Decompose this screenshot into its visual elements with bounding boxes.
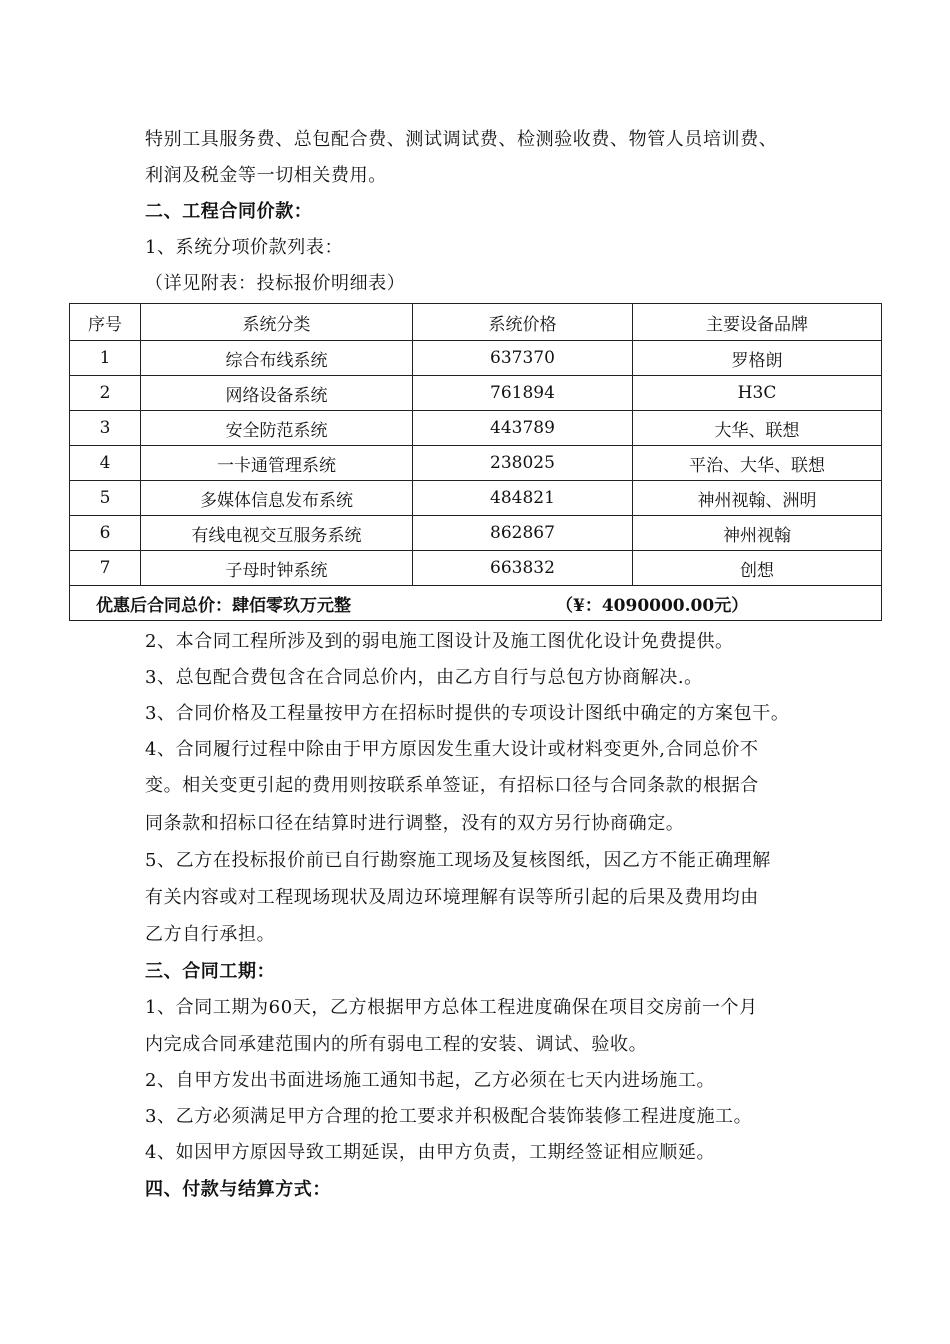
system-price: 637370 [413, 341, 633, 376]
body-text-line: 2、自甲方发出书面进场施工通知书起，乙方必须在七天内进场施工。 [145, 1070, 716, 1091]
system-price: 484821 [413, 481, 633, 516]
body-text-line: 内完成合同承建范围内的所有弱电工程的安装、调试、验收。 [145, 1034, 648, 1055]
equipment-brand: 大华、联想 [633, 411, 882, 446]
row-number: 3 [70, 411, 141, 446]
system-name: 有线电视交互服务系统 [141, 516, 413, 551]
body-text-line: 1、合同工期为60天，乙方根据甲方总体工程进度确保在项目交房前一个月 [145, 997, 758, 1018]
body-text-line: 3、乙方必须满足甲方合理的抢工要求并积极配合装饰装修工程进度施工。 [145, 1106, 753, 1127]
row-number: 6 [70, 516, 141, 551]
system-name: 子母时钟系统 [141, 551, 413, 586]
table-row [70, 341, 882, 376]
row-number: 2 [70, 376, 141, 411]
row-number: 7 [70, 551, 141, 586]
table-row [70, 446, 882, 481]
system-price: 761894 [413, 376, 633, 411]
table-row [70, 411, 882, 446]
body-text-line: 变。相关变更引起的费用则按联系单签证，有招标口径与合同条款的根据合 [145, 775, 759, 796]
price-table [69, 303, 882, 621]
table-header-row [70, 304, 882, 341]
body-text-line: 3、总包配合费包含在合同总价内，由乙方自行与总包方协商解决.。 [145, 667, 703, 688]
system-price: 238025 [413, 446, 633, 481]
system-name: 多媒体信息发布系统 [141, 481, 413, 516]
total-amount: （¥：4090000.00元） [556, 595, 749, 616]
equipment-brand: 神州视翰、洲明 [633, 481, 882, 516]
header-cell: 系统分类 [141, 304, 413, 341]
row-number: 1 [70, 341, 141, 376]
body-text-line: 2、本合同工程所涉及到的弱电施工图设计及施工图优化设计免费提供。 [145, 631, 734, 652]
system-price: 443789 [413, 411, 633, 446]
total-words: 优惠后合同总价：肆佰零玖万元整 [96, 595, 351, 616]
section-heading: 二、工程合同价款： [145, 201, 313, 222]
section-heading: 三、合同工期： [145, 961, 276, 982]
row-number: 5 [70, 481, 141, 516]
header-cell: 系统价格 [413, 304, 633, 341]
system-name: 网络设备系统 [141, 376, 413, 411]
body-text-line: 利润及税金等一切相关费用。 [145, 165, 387, 186]
system-price: 663832 [413, 551, 633, 586]
body-text-line: 同条款和招标口径在结算时进行调整，没有的双方另行协商确定。 [145, 813, 685, 834]
body-text-line: 5、乙方在投标报价前已自行勘察施工现场及复核图纸，因乙方不能正确理解 [145, 850, 771, 871]
equipment-brand: 神州视翰 [633, 516, 882, 551]
system-name: 安全防范系统 [141, 411, 413, 446]
total-cell [70, 586, 882, 621]
table-row [70, 376, 882, 411]
equipment-brand: H3C [633, 376, 882, 411]
equipment-brand: 罗格朗 [633, 341, 882, 376]
system-name: 综合布线系统 [141, 341, 413, 376]
table-row [70, 481, 882, 516]
section-heading: 四、付款与结算方式： [145, 1179, 331, 1200]
body-text-line: 4、合同履行过程中除由于甲方原因发生重大设计或材料变更外,合同总价不 [145, 739, 759, 760]
table-row [70, 516, 882, 551]
header-cell: 主要设备品牌 [633, 304, 882, 341]
body-text-line: 1、系统分项价款列表： [145, 237, 344, 258]
row-number: 4 [70, 446, 141, 481]
equipment-brand: 平治、大华、联想 [633, 446, 882, 481]
table-note: （详见附表：投标报价明细表） [145, 273, 406, 294]
system-name: 一卡通管理系统 [141, 446, 413, 481]
body-text-line: 4、如因甲方原因导致工期延误，由甲方负责，工期经签证相应顺延。 [145, 1142, 716, 1163]
body-text-line: 乙方自行承担。 [145, 924, 276, 945]
body-text-line: 3、合同价格及工程量按甲方在招标时提供的专项设计图纸中确定的方案包干。 [145, 703, 790, 724]
table-total-row [70, 586, 882, 621]
system-price: 862867 [413, 516, 633, 551]
table-row [70, 551, 882, 586]
equipment-brand: 创想 [633, 551, 882, 586]
body-text-line: 特别工具服务费、总包配合费、测试调试费、检测验收费、物管人员培训费、 [145, 129, 778, 150]
header-cell: 序号 [70, 304, 141, 341]
body-text-line: 有关内容或对工程现场现状及周边环境理解有误等所引起的后果及费用均由 [145, 887, 759, 908]
